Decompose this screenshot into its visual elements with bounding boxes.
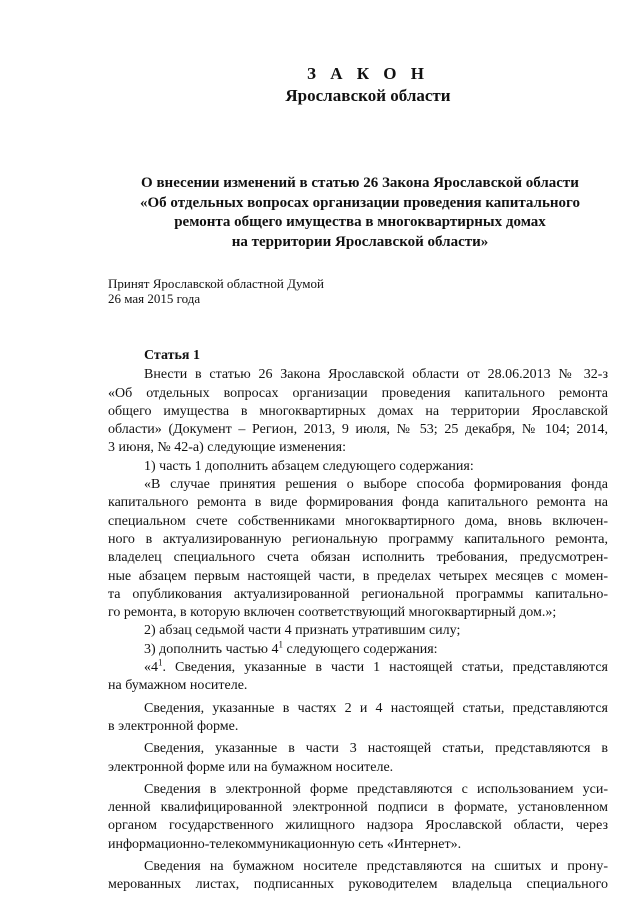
list-item-2: 2) абзац седьмой части 4 признать утратившим силу; — [144, 623, 461, 639]
quote-line: «В случае принятия решения о выборе способа формирования фонда — [144, 477, 608, 493]
text-line: 3 июня, № 42-а) следующие изменения: — [108, 440, 346, 456]
law-header — [0, 64, 640, 106]
quote-line: капитального ремонта в виде формирования фонда капитального ремонта на — [108, 495, 608, 511]
item3-text: 3) дополнить частью 4 — [144, 641, 279, 657]
quote-line: та опубликования актуализированной региональной программы капитально- — [108, 586, 608, 602]
text-line: общего имущества в многоквартирных домах на территории Ярославской — [108, 403, 608, 419]
title-line: ремонта общего имущества в многоквартирных домах — [174, 214, 546, 230]
title-line: на территории Ярославской области» — [231, 233, 489, 250]
law-title — [110, 174, 610, 252]
paragraph-line: Сведения, указанные в части 3 настоящей статьи, представляются в — [144, 741, 608, 757]
text-line: области» (Документ – Регион, 2013, 9 июля, № 53; 25 декабря, № 104; 2014, — [108, 422, 608, 438]
p1-text: . Сведения, указанные в части 1 настоящей статьи, представляются — [162, 660, 608, 676]
text-line: информационно-телекоммуникационную сеть «Интернет». — [108, 836, 462, 852]
quote-line: го ремонта, в которую включен соответствующий многоквартирный дом.»; — [108, 605, 557, 621]
list-item-1: 1) часть 1 дополнить абзацем следующего содержания: — [144, 458, 474, 474]
p1-number: «4 — [144, 660, 158, 676]
article-title: Статья 1 — [144, 348, 200, 363]
text-line: электронной форме или на бумажном носителе. — [108, 759, 394, 775]
quote-line: ного в актуализированную региональную программу капитального ремонта, — [108, 531, 608, 547]
p1-superscript: 1 — [158, 657, 163, 668]
text-line: в электронной форме. — [108, 718, 239, 734]
quote-line: владелец специального счета обязан исполнить требования, предусмотрен- — [108, 550, 608, 566]
item3-text-end: следующего содержания: — [283, 641, 438, 657]
text-line: Внести в статью 26 Закона Ярославской области от 28.06.2013 № 32-з — [144, 367, 608, 383]
list-item-3 — [108, 641, 608, 659]
text-line: на бумажном носителе. — [108, 678, 248, 694]
paragraph-line: Сведения в электронной форме представляются с использованием уси- — [144, 781, 608, 797]
article-body — [108, 347, 608, 895]
text-line: мерованных листах, подписанных руководителем владельца специального — [108, 877, 608, 893]
title-line: О внесении изменений в статью 26 Закона Ярославской области — [141, 175, 579, 191]
item3-superscript: 1 — [278, 639, 283, 650]
adoption-note — [108, 276, 324, 306]
text-line: органом государственного жилищного надзора Ярославской области, через — [108, 818, 608, 834]
paragraph-line: Сведения на бумажном носителе представляются на сшитых и прону- — [144, 859, 608, 875]
law-heading: З А К О Н — [306, 64, 430, 83]
law-region: Ярославской области — [285, 86, 451, 105]
text-line: ленной квалифицированной электронной подписи в формате, установленном — [108, 800, 608, 816]
title-line: «Об отдельных вопросах организации проведения капитального — [140, 194, 580, 211]
text-line: «Об отдельных вопросах организации проведения капитального ремонта — [108, 385, 608, 401]
paragraph-4-1 — [108, 659, 608, 677]
paragraph-line: Сведения, указанные в частях 2 и 4 настоящей статьи, представляются — [144, 700, 608, 716]
quote-line: специальном счете собственниками многоквартирного дома, вновь включен- — [108, 513, 608, 529]
quote-line: ные абзацем первым настоящей части, в пределах четырех месяцев с момен- — [108, 568, 608, 584]
adoption-body: Принят Ярославской областной Думой — [108, 276, 324, 291]
adoption-date: 26 мая 2015 года — [108, 291, 201, 306]
